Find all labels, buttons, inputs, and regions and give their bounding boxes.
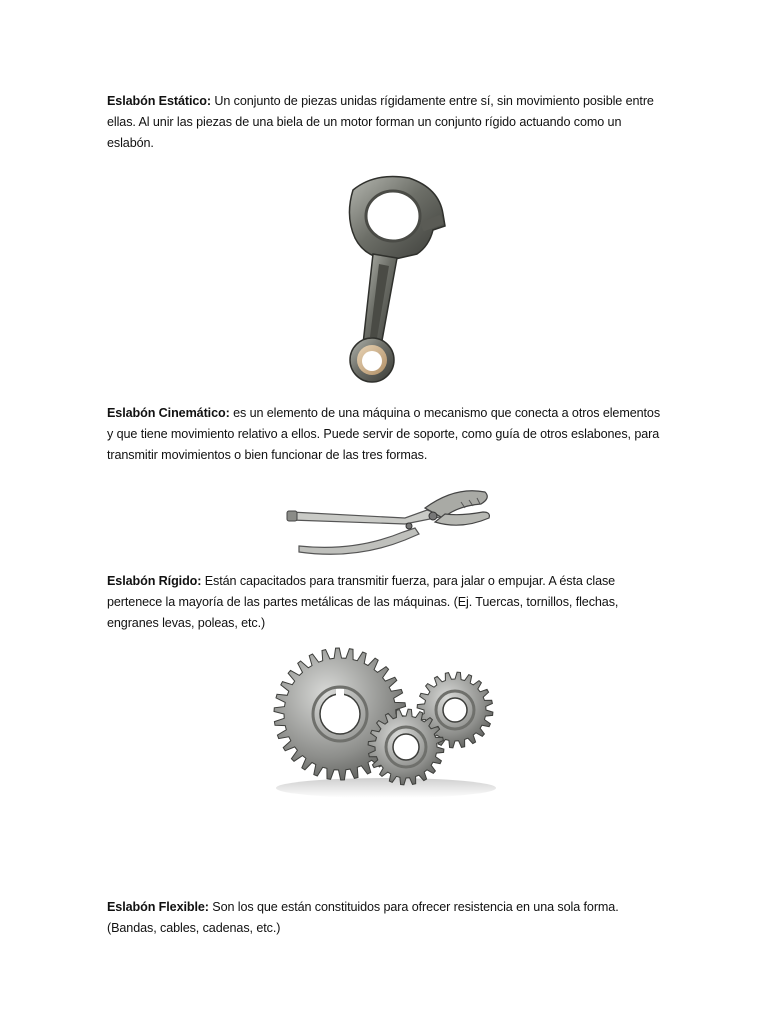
definition-eslabon-flexible: Son los que están constituidos para ofrecer resistencia en una sola forma. (Bandas, cables, cadenas, etc.)	[107, 900, 619, 935]
paragraph-eslabon-cinematico	[107, 403, 667, 465]
paragraph-eslabon-estatico	[107, 91, 667, 153]
term-eslabon-estatico: Eslabón Estático:	[107, 94, 211, 108]
definition-eslabon-estatico: Un conjunto de piezas unidas rígidamente entre sí, sin movimiento posible entre ellas. Al unir las piezas de una biela de un motor forman un conjunto rígido actuando como un eslabón.	[107, 94, 654, 150]
term-eslabon-cinematico: Eslabón Cinemático:	[107, 406, 230, 420]
term-eslabon-rigido: Eslabón Rígido:	[107, 574, 202, 588]
locking-pliers-image	[285, 478, 495, 558]
term-eslabon-flexible: Eslabón Flexible:	[107, 900, 209, 914]
definition-eslabon-rigido: Están capacitados para transmitir fuerza, para jalar o empujar. A ésta clase pertenece la mayoría de las partes metálicas de las máquinas. (Ej. Tuercas, tornillos, flechas, engranes levas, poleas, etc.)	[107, 574, 619, 630]
paragraph-eslabon-flexible	[107, 897, 667, 939]
small-gear-front	[368, 709, 444, 785]
paragraph-eslabon-rigido	[107, 571, 667, 633]
connecting-rod-image	[335, 168, 455, 393]
definition-eslabon-cinematico: es un elemento de una máquina o mecanismo que conecta a otros elementos y que tiene movimiento relativo a ellos. Puede servir de soporte, como guía de otros eslabones, para transmitir movimientos o bien funcionar de las tres formas.	[107, 406, 661, 462]
gears-image	[268, 642, 500, 802]
